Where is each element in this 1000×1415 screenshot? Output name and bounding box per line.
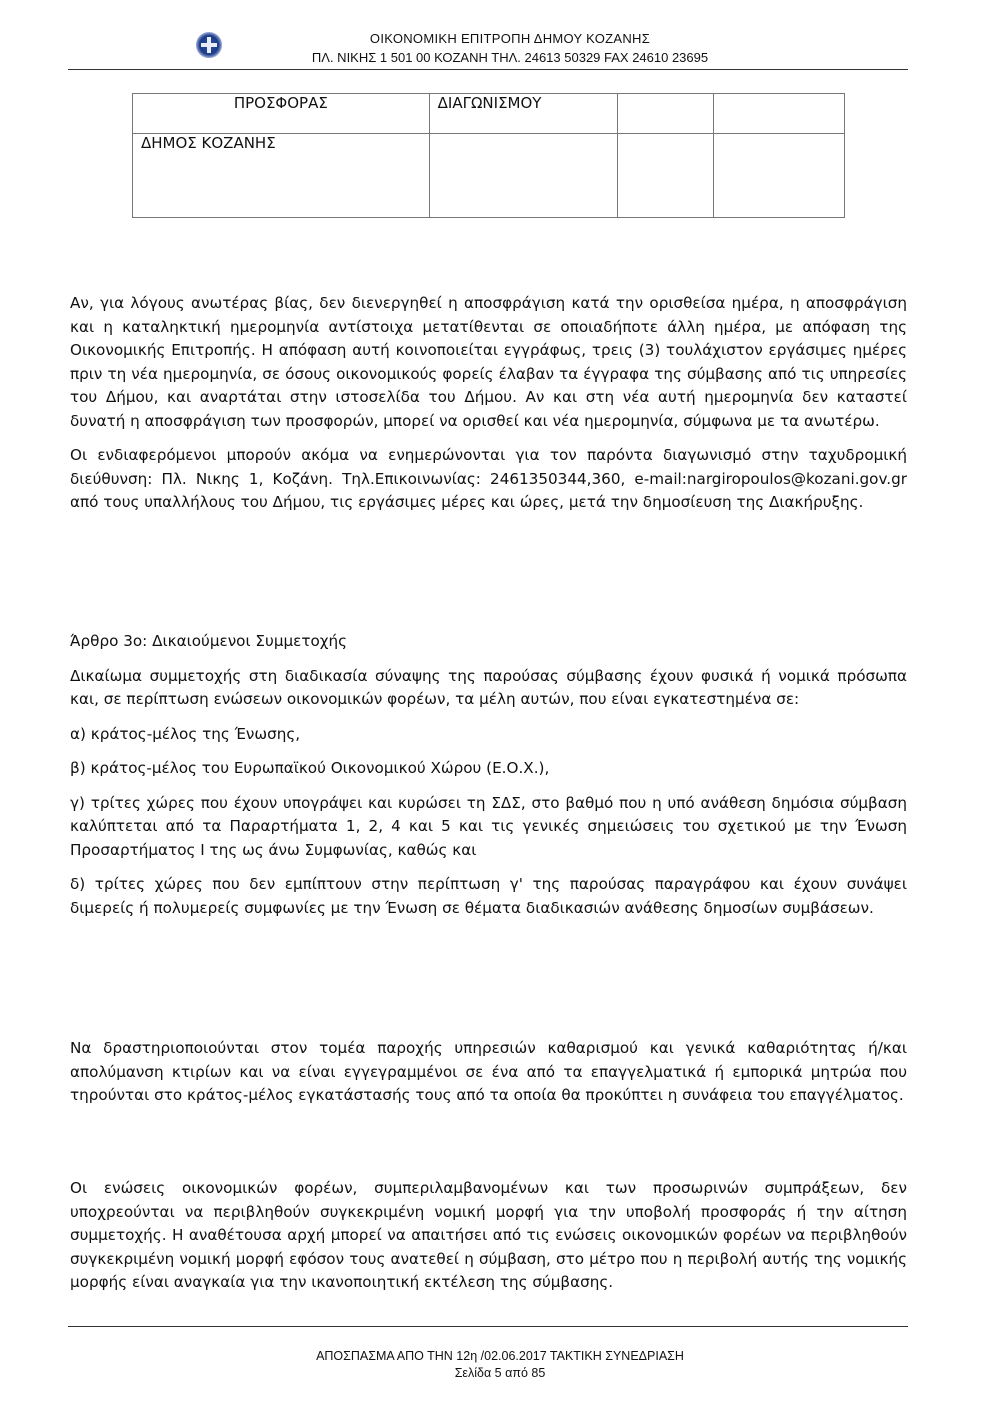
header-divider	[68, 69, 908, 70]
paragraph-activity-text: Να δραστηριοποιούνται στον τομέα παροχής υπηρεσιών καθαρισμού και γενικά καθαριότητας ή/και απολύμανση κτιρίων και να είναι εγγεγραμμένοι σε ένα από τα επαγγελματικά ή εμπορικά μητρώα που τηρούνται στο κράτος-μέλος εγκατάστασής τους από τα οποία θα προκύπτει η συνάφεια του επαγγέλματος.	[70, 1039, 907, 1104]
table-cell	[617, 134, 714, 218]
page-number: Σελίδα 5 από 85	[454, 1366, 546, 1380]
table-cell	[714, 134, 845, 218]
table-cell: ΔΙΑΓΩΝΙΣΜΟΥ	[429, 94, 617, 134]
paragraph-eligibility: Δικαίωμα συμμετοχής στη διαδικασία σύναψης της παρούσας σύμβασης έχουν φυσικά ή νομικά πρόσωπα και, σε περίπτωση ενώσεων οικονομικών φορέων, τα μέλη αυτών, που είναι εγκατεστημένα σε:	[70, 666, 907, 708]
table-row	[133, 94, 845, 134]
table-row	[133, 134, 845, 218]
list-item: β) κράτος-μέλος του Ευρωπαϊκού Οικονομικού Χώρου (Ε.Ο.Χ.),	[70, 759, 550, 777]
footer-divider	[68, 1326, 908, 1327]
paragraph-contact-info: Οι ενδιαφερόμενοι μπορούν ακόμα να ενημερώνονται για τον παρόντα διαγωνισμό στην ταχυδρομική διεύθυνση: Πλ. Νικης 1, Κοζάνη. Τηλ.Επικοινωνίας: 2461350344,360, e-mail:nargiropoulos@kozani.gov.gr από τους υπαλλήλους του Δήμου, τις εργάσιμες μέρες και ώρες, μετά την δημοσίευση της Διακήρυξης.	[70, 446, 907, 511]
footer-extract-label: ΑΠΟΣΠΑΣΜΑ ΑΠΟ ΤΗΝ 12η /02.06.2017 ΤΑΚΤΙΚΗ ΣΥΝΕΔΡΙΑΣΗ	[316, 1349, 684, 1363]
table-cell	[429, 134, 617, 218]
offer-table	[132, 93, 845, 218]
table-cell: ΠΡΟΣΦΟΡΑΣ	[133, 94, 430, 134]
paragraph-unions	[70, 1177, 907, 1306]
paragraph-activity	[70, 1037, 907, 1119]
list-item: α) κράτος-μέλος της Ένωσης,	[70, 724, 301, 743]
article-title: Άρθρο 3ο: Δικαιούμενοι Συμμετοχής	[70, 632, 348, 650]
paragraph-postponement: Αν, για λόγους ανωτέρας βίας, δεν διενεργηθεί η αποσφράγιση κατά την ορισθείσα ημέρα, η αποσφράγιση και η καταληκτική ημερομηνία αντίστοιχα μετατίθενται σε οποιαδήποτε άλλη ημέρα, με απόφαση της Οικονομικής Επιτροπής. Η απόφαση αυτή κοινοποιείται εγγράφως, τρεις (3) τουλάχιστον εργάσιμες ημέρες πριν τη νέα ημερομηνία, σε όσους οικονομικούς φορείς έλαβαν τα έγγραφα της σύμβασης από τις υπηρεσίες του Δήμου, και αναρτάται στην ιστοσελίδα του Δήμου. Αν και στη νέα αυτή ημερομηνία δεν καταστεί δυνατή η αποσφράγιση των προσφορών, μπορεί να ορισθεί και νέα ημερομηνία, σύμφωνα με τα ανωτέρω.	[70, 294, 907, 430]
list-item: γ) τρίτες χώρες που έχουν υπογράψει και κυρώσει τη ΣΔΣ, στο βαθμό που η υπό ανάθεση δημόσια σύμβαση καλύπτεται από τα Παραρτήματα 1, 2, 4 και 5 και τις γενικές σημειώσεις του σχετικού με την Ένωση Προσαρτήματος Ι της ως άνω Συμφωνίας, καθώς και	[70, 793, 907, 859]
article-3-section	[70, 630, 907, 931]
header-title: ΟΙΚΟΝΟΜΙΚΗ ΕΠΙΤΡΟΠΗ ΔΗΜΟΥ ΚΟΖΑΝΗΣ	[369, 31, 651, 46]
document-body	[70, 292, 907, 526]
list-item: δ) τρίτες χώρες που δεν εμπίπτουν στην περίπτωση γ' της παρούσας παραγράφου και έχουν συνάψει διμερείς ή πολυμερείς συμφωνίες με την Ένωση σε θέματα διαδικασιών ανάθεσης δημοσίων συμβάσεων.	[70, 875, 907, 917]
table-cell: ΔΗΜΟΣ ΚΟΖΑΝΗΣ	[133, 134, 430, 218]
table-cell	[714, 94, 845, 134]
paragraph-unions-text: Οι ενώσεις οικονομικών φορέων, συμπεριλαμβανομένων και των προσωρινών συμπράξεων, δεν υποχρεούνται να περιβληθούν συγκεκριμένη νομική μορφή για την υποβολή προσφοράς ή την αίτηση συμμετοχής. Η αναθέτουσα αρχή μπορεί να απαιτήσει από τις ενώσεις οικονομικών φορέων να περιβληθούν συγκεκριμένη νομική μορφή εφόσον τους ανατεθεί η σύμβαση, στο μέτρο που η περιβολή αυτής της νομικής μορφής είναι αναγκαία για την ικανοποιητική εκτέλεση της σύμβασης.	[70, 1179, 907, 1291]
table-cell	[617, 94, 714, 134]
header-address: ΠΛ. ΝΙΚΗΣ 1 501 00 ΚΟΖΑΝΗ ΤΗΛ. 24613 50329 FAX 24610 23695	[311, 50, 709, 65]
